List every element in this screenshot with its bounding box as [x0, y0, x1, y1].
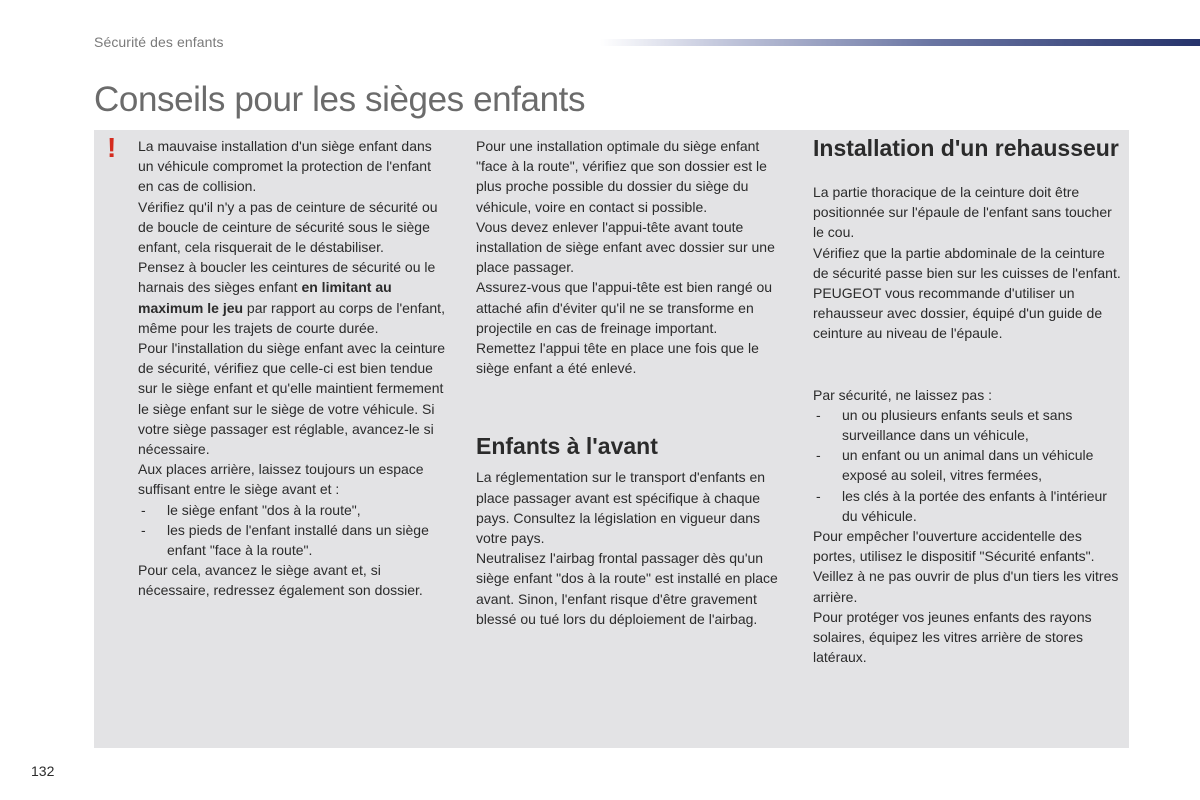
list-item: - le siège enfant "dos à la route", — [138, 500, 450, 520]
page-title: Conseils pour les sièges enfants — [94, 80, 586, 119]
list-item: - les clés à la portée des enfants à l'intérieur du véhicule. — [813, 486, 1123, 526]
paragraph: Vérifiez que la partie abdominale de la ceinture de sécurité passe bien sur les cuisses de l'enfant. — [813, 244, 1121, 281]
paragraph: Assurez-vous que l'appui-tête est bien rangé ou attaché afin d'éviter qu'il ne se transforme en projectile en cas de freinage important. — [476, 279, 773, 336]
paragraph: La mauvaise installation d'un siège enfant dans un véhicule compromet la protection de l'enfant en cas de collision. — [138, 138, 432, 195]
text-span: par rapport au corps de l'enfant, même pour les trajets de courte durée. — [138, 299, 445, 336]
paragraph: PEUGEOT vous recommande d'utiliser un rehausseur avec dossier, équipé d'un guide de ceinture au niveau de l'épaule. — [813, 285, 1103, 342]
column-warning-text — [138, 136, 450, 601]
paragraph: La partie thoracique de la ceinture doit être positionnée sur l'épaule de l'enfant sans toucher le cou. — [813, 184, 1112, 241]
paragraph: Aux places arrière, laissez toujours un espace suffisant entre le siège avant et : — [138, 461, 424, 498]
paragraph: Veillez à ne pas ouvrir de plus d'un tiers les vitres arrière. — [813, 568, 1119, 605]
paragraph: Pour une installation optimale du siège enfant "face à la route", vérifiez que son dossier est le plus proche possible du dossier du siège du véhicule, voire en contact si possible. — [476, 138, 767, 215]
paragraph: Pour l'installation du siège enfant avec la ceinture de sécurité, vérifiez que celle-ci est bien tendue sur le siège enfant et qu'elle maintient fermement le siège enfant sur le siège de votre véhicule. Si votre siège passager est réglable, avancez-le si nécessaire. — [138, 340, 445, 458]
paragraph: Pour cela, avancez le siège avant et, si nécessaire, redressez également son dossier. — [138, 562, 423, 599]
paragraph: La réglementation sur le transport d'enfants en place passager avant est spécifique à chaque pays. Consultez la législation en vigueur dans votre pays. — [476, 469, 766, 547]
bold-emphasis: en limitant au maximum le jeu — [138, 279, 392, 316]
subheading-front-children: Enfants à l'avant — [476, 433, 658, 460]
list-item: - les pieds de l'enfant installé dans un siège enfant "face à la route". — [138, 520, 450, 560]
column-booster-seat — [813, 136, 1123, 667]
section-title: Sécurité des enfants — [94, 34, 224, 50]
paragraph: Neutralisez l'airbag frontal passager dès qu'un siège enfant "dos à la route" est installé en place avant. Sinon, l'enfant risque d'être gravement blessé ou tué lors du déploiement de l'airbag. — [476, 550, 778, 627]
bullet-list — [813, 405, 1123, 526]
paragraph: Pour protéger vos jeunes enfants des rayons solaires, équipez les vitres arrière de stores latéraux. — [813, 608, 1092, 666]
column-front-seat — [476, 136, 788, 629]
paragraph: Par sécurité, ne laissez pas : — [813, 386, 992, 403]
paragraph: Vérifiez qu'il n'y a pas de ceinture de sécurité ou de boucle de ceinture de sécurité sous le siège enfant, cela risquerait de le déstabiliser. — [138, 198, 438, 256]
header-accent-bar — [600, 39, 1200, 46]
page-number: 132 — [31, 763, 55, 779]
paragraph: Remettez l'appui tête en place une fois que le siège enfant a été enlevé. — [476, 340, 759, 377]
text-span: Pensez à boucler les ceintures de sécurité ou le harnais des sièges enfant — [138, 259, 436, 296]
paragraph-buckle-advice — [138, 257, 450, 338]
paragraph: Pour empêcher l'ouverture accidentelle des portes, utilisez le dispositif "Sécurité enfants". — [813, 528, 1095, 565]
list-item: - un ou plusieurs enfants seuls et sans surveillance dans un véhicule, — [813, 405, 1123, 445]
warning-exclamation-icon: ! — [107, 132, 117, 163]
subheading-booster: Installation d'un rehausseur — [813, 135, 1119, 161]
spacer — [813, 344, 1123, 385]
list-item: - un enfant ou un animal dans un véhicule exposé au soleil, vitres fermées, — [813, 445, 1123, 485]
bullet-list — [138, 500, 450, 561]
paragraph: Vous devez enlever l'appui-tête avant toute installation de siège enfant avec dossier sur une place passager. — [476, 218, 775, 276]
